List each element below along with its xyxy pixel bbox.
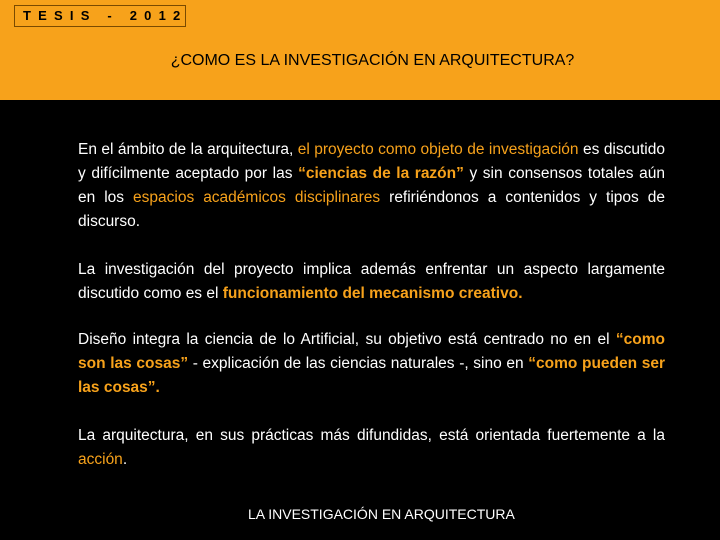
paragraph-4 [78, 424, 665, 472]
tesis-label: TESIS - 2012 [14, 5, 186, 27]
paragraph-1-text-3: y sin consensos totales aún en los [78, 165, 665, 206]
paragraph-1-text-4: refiriéndonos a contenidos y tipos de discurso. [78, 189, 665, 230]
paragraph-1-highlight-1: el proyecto como objeto de investigación [297, 141, 579, 158]
paragraph-2-highlight-1: funcionamiento del mecanismo creativo. [222, 285, 523, 302]
paragraph-3-text-1: Diseño integra la ciencia de lo Artificial, su objetivo está centrado no en el [78, 331, 616, 348]
paragraph-3-highlight-1: “como son las cosas” [78, 331, 665, 372]
paragraph-3 [78, 328, 665, 400]
paragraph-1-text-1: En el ámbito de la arquitectura, [78, 141, 298, 158]
paragraph-2-text-1: La investigación del proyecto implica además enfrentar un aspecto largamente discutido como es el [78, 261, 665, 302]
paragraph-1-highlight-3: espacios académicos disciplinares [133, 189, 381, 206]
footer-caption: LA INVESTIGACIÓN EN ARQUITECTURA [248, 506, 515, 522]
paragraph-3-highlight-2: “como pueden ser las cosas”. [78, 355, 665, 396]
paragraph-1-highlight-2: “ciencias de la razón” [298, 165, 464, 182]
paragraph-1-text-2: es discutido y difícilmente aceptado por las [78, 141, 665, 182]
paragraph-3-text-2: - explicación de las ciencias naturales -, sino en [188, 355, 529, 372]
paragraph-2 [78, 258, 665, 306]
paragraph-1 [78, 138, 665, 234]
paragraph-4-text-1: La arquitectura, en sus prácticas más difundidas, está orientada fuertemente a la [78, 427, 665, 444]
slide-title: ¿COMO ES LA INVESTIGACIÓN EN ARQUITECTURA? [170, 52, 575, 69]
slide-body [78, 138, 665, 494]
paragraph-4-text-2: . [122, 451, 128, 468]
header-band [0, 0, 720, 100]
paragraph-4-highlight-1: acción [78, 451, 123, 468]
